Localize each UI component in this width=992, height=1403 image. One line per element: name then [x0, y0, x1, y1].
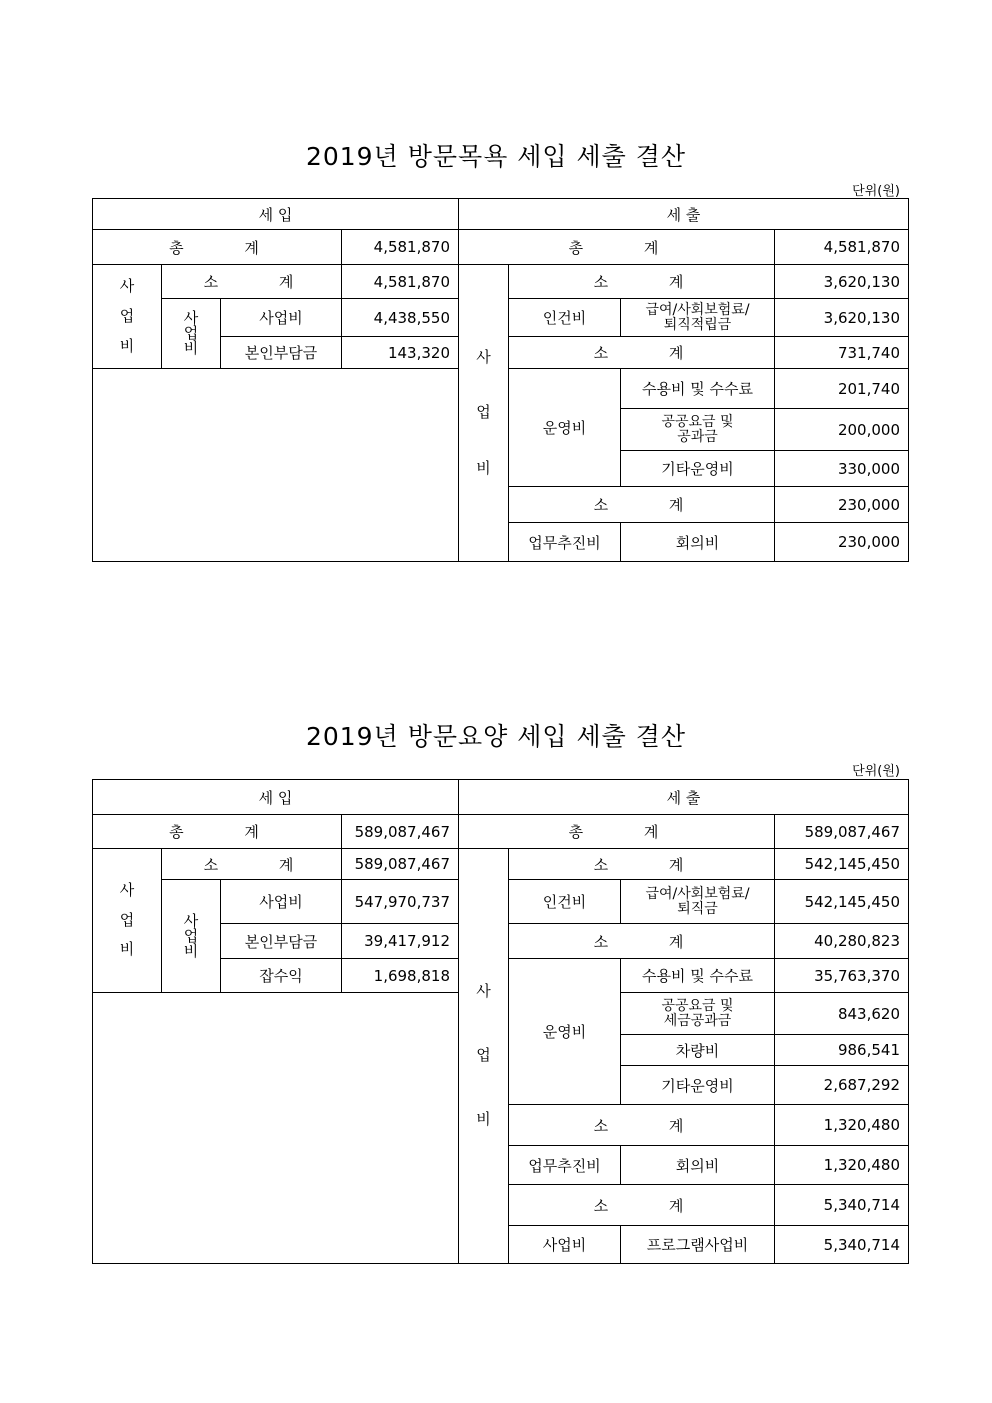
revenue-header: 세 입: [93, 780, 459, 815]
revenue-subtotal-value: 589,087,467: [342, 849, 459, 880]
revenue-subtotal-value: 4,581,870: [342, 265, 459, 299]
expense-subtotal-value: 230,000: [775, 487, 909, 523]
expense-item-label: 급여/사회보험료/ 퇴직적립금: [621, 299, 775, 337]
expense-item-label: 차량비: [621, 1035, 775, 1066]
revenue-item-label: 잡수익: [221, 959, 342, 993]
revenue-item-value: 4,438,550: [342, 299, 459, 337]
expense-header: 세 출: [459, 199, 909, 230]
expense-item-value: 2,687,292: [775, 1066, 909, 1105]
expense-item-label: 수용비 및 수수료: [621, 959, 775, 993]
revenue-side-label: 사 업 비: [93, 265, 162, 369]
expense-group-name: 인건비: [509, 880, 621, 924]
revenue-item-value: 547,970,737: [342, 880, 459, 924]
expense-subtotal-label: 소 계: [509, 924, 775, 959]
revenue-item-label: 본인부담금: [221, 924, 342, 959]
expense-item-label: 회의비: [621, 523, 775, 562]
expense-subtotal-value: 542,145,450: [775, 849, 909, 880]
expense-item-value: 200,000: [775, 409, 909, 451]
expense-subtotal-value: 5,340,714: [775, 1185, 909, 1226]
expense-item-value: 542,145,450: [775, 880, 909, 924]
expense-group-name: 인건비: [509, 299, 621, 337]
expense-item-value: 230,000: [775, 523, 909, 562]
expense-subtotal-label: 소 계: [509, 337, 775, 369]
revenue-total-value: 4,581,870: [342, 230, 459, 265]
expense-total-value: 589,087,467: [775, 815, 909, 849]
empty-area: [93, 993, 459, 1264]
expense-header: 세 출: [459, 780, 909, 815]
expense-subtotal-value: 3,620,130: [775, 265, 909, 299]
budget-table-1: [92, 198, 909, 562]
expense-subtotal-label: 소 계: [509, 1105, 775, 1146]
revenue-total-label: 총 계: [93, 815, 342, 849]
expense-item-label: 공공요금 및 세금공과금: [621, 993, 775, 1035]
expense-group-name: 운영비: [509, 369, 621, 487]
expense-subtotal-label: 소 계: [509, 1185, 775, 1226]
revenue-subtotal-label: 소 계: [162, 265, 342, 299]
unit-label-1: 단위(원): [852, 184, 900, 199]
expense-item-value: 843,620: [775, 993, 909, 1035]
expense-subtotal-label: 소 계: [509, 265, 775, 299]
expense-item-value: 201,740: [775, 369, 909, 409]
unit-label-2: 단위(원): [852, 764, 900, 779]
expense-item-label: 회의비: [621, 1146, 775, 1185]
expense-side-label: 사 업 비: [459, 265, 509, 562]
budget-table-2: [92, 779, 909, 1264]
empty-area: [93, 369, 459, 562]
revenue-item-value: 1,698,818: [342, 959, 459, 993]
revenue-inner-label: 사 업 비: [162, 880, 221, 993]
expense-side-label: 사 업 비: [459, 849, 509, 1264]
expense-item-value: 35,763,370: [775, 959, 909, 993]
revenue-item-label: 사업비: [221, 880, 342, 924]
expense-total-label: 총 계: [459, 815, 775, 849]
expense-total-label: 총 계: [459, 230, 775, 265]
expense-item-label: 기타운영비: [621, 451, 775, 487]
expense-group-name: 사업비: [509, 1226, 621, 1264]
expense-subtotal-value: 1,320,480: [775, 1105, 909, 1146]
expense-item-value: 330,000: [775, 451, 909, 487]
revenue-item-value: 143,320: [342, 337, 459, 369]
page-title-1: 2019년 방문목욕 세입 세출 결산: [305, 142, 687, 171]
expense-subtotal-label: 소 계: [509, 849, 775, 880]
expense-group-name: 업무추진비: [509, 1146, 621, 1185]
revenue-item-value: 39,417,912: [342, 924, 459, 959]
expense-total-value: 4,581,870: [775, 230, 909, 265]
expense-item-value: 986,541: [775, 1035, 909, 1066]
revenue-side-label: 사 업 비: [93, 849, 162, 993]
revenue-inner-label: 사 업 비: [162, 299, 221, 369]
revenue-item-label: 사업비: [221, 299, 342, 337]
expense-subtotal-value: 40,280,823: [775, 924, 909, 959]
expense-item-label: 기타운영비: [621, 1066, 775, 1105]
page-title-2: 2019년 방문요양 세입 세출 결산: [305, 722, 687, 751]
expense-item-label: 프로그램사업비: [621, 1226, 775, 1264]
expense-item-value: 3,620,130: [775, 299, 909, 337]
expense-item-label: 급여/사회보험료/ 퇴직금: [621, 880, 775, 924]
revenue-total-label: 총 계: [93, 230, 342, 265]
revenue-header: 세 입: [93, 199, 459, 230]
revenue-item-label: 본인부담금: [221, 337, 342, 369]
expense-item-value: 1,320,480: [775, 1146, 909, 1185]
expense-item-value: 5,340,714: [775, 1226, 909, 1264]
expense-subtotal-label: 소 계: [509, 487, 775, 523]
expense-item-label: 공공요금 및 공과금: [621, 409, 775, 451]
expense-group-name: 운영비: [509, 959, 621, 1105]
revenue-total-value: 589,087,467: [342, 815, 459, 849]
expense-subtotal-value: 731,740: [775, 337, 909, 369]
expense-group-name: 업무추진비: [509, 523, 621, 562]
expense-item-label: 수용비 및 수수료: [621, 369, 775, 409]
revenue-subtotal-label: 소 계: [162, 849, 342, 880]
